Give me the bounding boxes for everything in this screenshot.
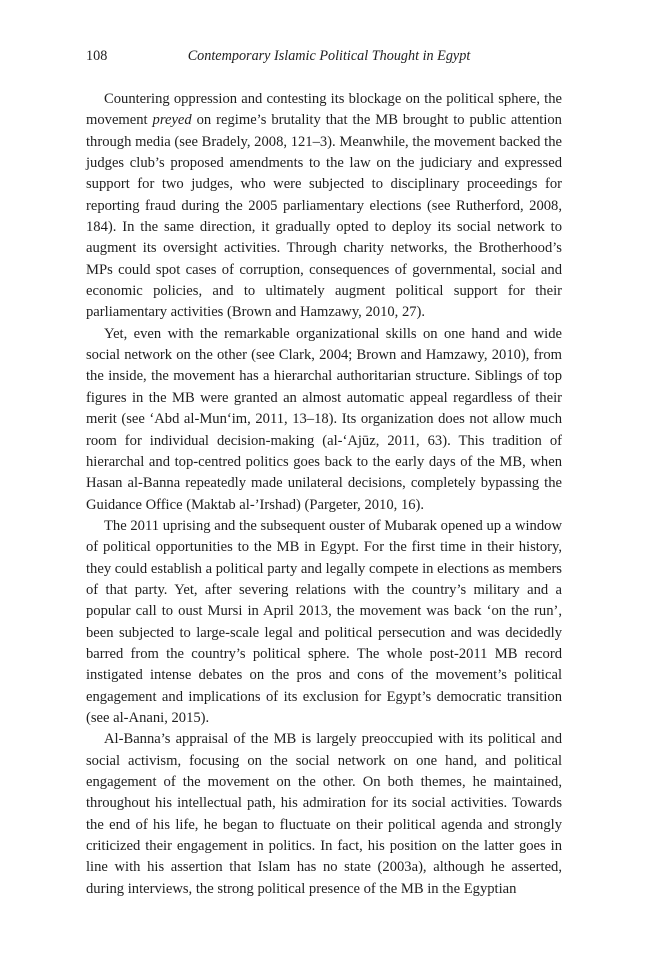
running-head: [86, 47, 562, 65]
paragraph-4: Al-Banna’s appraisal of the MB is largely preoccupied with its political and social activism, focusing on the social network on one hand, and political engagement of the movement on the other. On both themes, he maintained, throughout his intellectual path, his admiration for its social activities. Towards the end of his life, he began to fluctuate on their political agenda and strongly criticized their engagement in politics. In fact, his position on the latter goes in line with his assertion that Islam has no state (2003a), although he asserted, during interviews, the strong political presence of the MB in the Egyptian: [86, 731, 562, 897]
paragraph-1-text-start: Countering oppression and contesting its blockage on the political sphere, the movement: [86, 91, 562, 129]
page-number: 108: [86, 48, 108, 64]
paragraph-1-text-end: on regime’s brutality that the MB brought to public attention through media (see Bradely, 2008, 121–3). Meanwhile, the movement backed the judges club’s proposed amendments to the law on the judiciary and expressed support for two judges, who were subjected to disciplinary proceedings for reporting fraud during the 2005 parliamentary elections (see Rutherford, 2008, 184). In the same direction, it gradually opted to deploy its social network to augment its oversight activities. Through charity networks, the Brotherhood’s MPs could spot cases of corruption, consequences of governmental, social and economic policies, and to ultimately augment political support for their parliamentary activities (Brown and Hamzawy, 2010, 27).: [86, 112, 562, 321]
running-title: Contemporary Islamic Political Thought in Egypt: [187, 48, 471, 64]
emphasized-word: preyed: [152, 112, 192, 129]
paragraph-3: The 2011 uprising and the subsequent ouster of Mubarak opened up a window of political opportunities to the MB in Egypt. For the first time in their history, they could establish a political party and legally compete in elections as members of that party. Yet, after severing relations with the country’s military and a popular call to oust Mursi in April 2013, the movement was back ‘on the run’, been subjected to large-scale legal and political persecution and was decidedly barred from the country’s political sphere. The whole post-2011 MB record instigated intense debates on the pros and cons of the movement’s political engagement and implications of its exclusion for Egypt’s democratic transition (see al-Anani, 2015).: [86, 517, 562, 726]
body-text: [86, 89, 562, 900]
paragraph-2: Yet, even with the remarkable organizational skills on one hand and wide social network on the other (see Clark, 2004; Brown and Hamzawy, 2010), from the inside, the movement has a hierarchal authoritarian structure. Siblings of top figures in the MB were granted an almost automatic appeal regardless of their merit (see ‘Abd al-Mun‘im, 2011, 13–18). Its organization does not allow much room for individual decision-making (al-‘Ajūz, 2011, 63). This tradition of hierarchal and top-centred politics goes back to the early days of the MB, when Hasan al-Banna repeatedly made unilateral decisions, completely bypassing the Guidance Office (Maktab al-’Irshad) (Pargeter, 2010, 16).: [86, 325, 562, 513]
paragraph-1: [86, 89, 562, 324]
